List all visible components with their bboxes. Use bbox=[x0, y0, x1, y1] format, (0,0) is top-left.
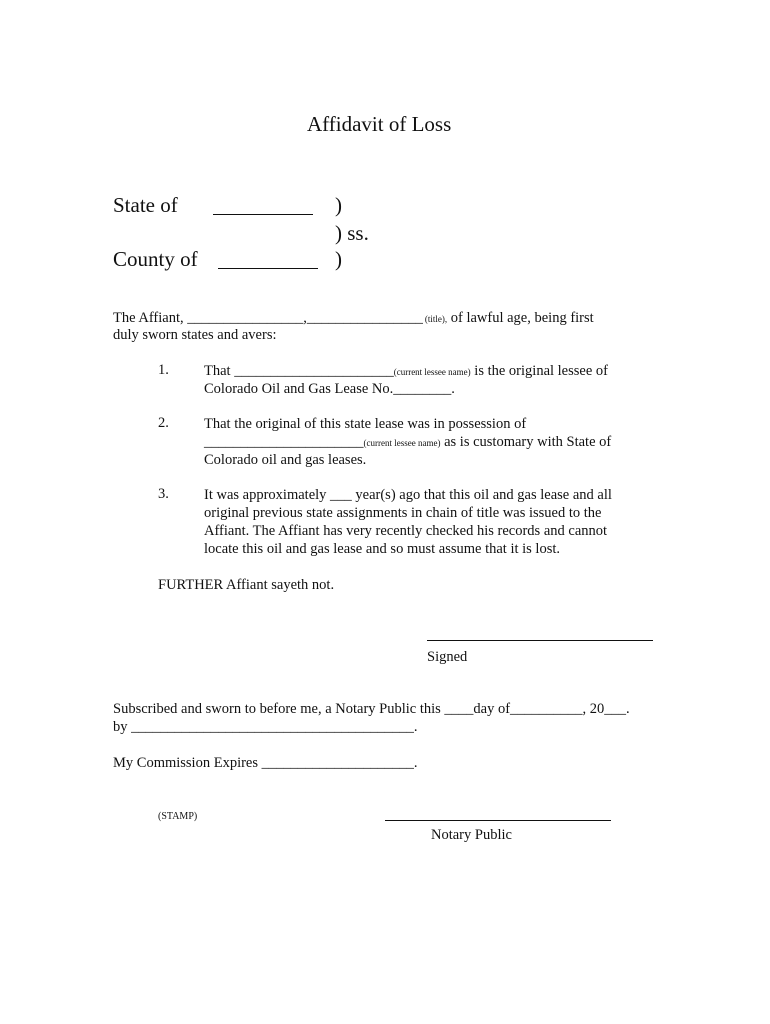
item-1-number: 1. bbox=[158, 362, 169, 378]
item-2-number: 2. bbox=[158, 415, 169, 431]
county-paren: ) bbox=[335, 247, 342, 271]
further-statement: FURTHER Affiant sayeth not. bbox=[158, 577, 335, 593]
item-3-number: 3. bbox=[158, 486, 169, 502]
stamp-label: (STAMP) bbox=[158, 811, 198, 822]
item-1-line-1-rest: is the original lessee of bbox=[470, 363, 608, 379]
item-3-line-4: locate this oil and gas lease and so must assume that it is lost. bbox=[204, 541, 561, 557]
state-blank[interactable] bbox=[213, 214, 313, 215]
affiant-name-title-field[interactable]: The Affiant, ________________,________________ bbox=[113, 310, 423, 326]
sworn-by-line: by _______________________________________. bbox=[113, 719, 418, 735]
lessee-name-field-2[interactable]: ______________________ bbox=[204, 434, 364, 450]
item-2-line-2 bbox=[204, 433, 611, 452]
intro-line-1-rest: of lawful age, being first bbox=[447, 310, 594, 326]
sworn-statement: Subscribed and sworn to before me, a Notary Public this ____day of__________, 20___. bbox=[113, 701, 630, 717]
ss-marker: ) ss. bbox=[335, 221, 369, 245]
state-paren: ) bbox=[335, 193, 342, 217]
item-2-line-1: That the original of this state lease was in possession of bbox=[204, 416, 527, 432]
intro-line-2: duly sworn states and avers: bbox=[113, 327, 277, 343]
notary-signature-line[interactable] bbox=[385, 820, 611, 821]
item-1-line-2: Colorado Oil and Gas Lease No.________. bbox=[204, 381, 455, 397]
document-title: Affidavit of Loss bbox=[307, 112, 452, 136]
notary-public-label: Notary Public bbox=[431, 827, 512, 843]
state-label: State of bbox=[113, 193, 178, 217]
item-1-line-1 bbox=[204, 362, 608, 381]
lessee-name-field[interactable]: That ______________________ bbox=[204, 363, 394, 379]
county-label: County of bbox=[113, 247, 198, 271]
item-3-line-3: Affiant. The Affiant has very recently checked his records and cannot bbox=[204, 523, 608, 539]
commission-expires: My Commission Expires _____________________. bbox=[113, 755, 418, 771]
item-3-line-2: original previous state assignments in chain of title was issued to the bbox=[204, 505, 602, 521]
item-2-line-3: Colorado oil and gas leases. bbox=[204, 452, 367, 468]
lessee-name-hint: (current lessee name) bbox=[393, 367, 471, 377]
county-blank[interactable] bbox=[218, 268, 318, 269]
item-2-line-2-rest: as is customary with State of bbox=[440, 434, 612, 450]
signature-line[interactable] bbox=[427, 640, 653, 641]
signed-label: Signed bbox=[427, 649, 468, 665]
lessee-name-hint-2: (current lessee name) bbox=[363, 438, 441, 448]
title-hint: (title), bbox=[424, 314, 448, 324]
item-3-line-1: It was approximately ___ year(s) ago that this oil and gas lease and all bbox=[204, 487, 612, 503]
